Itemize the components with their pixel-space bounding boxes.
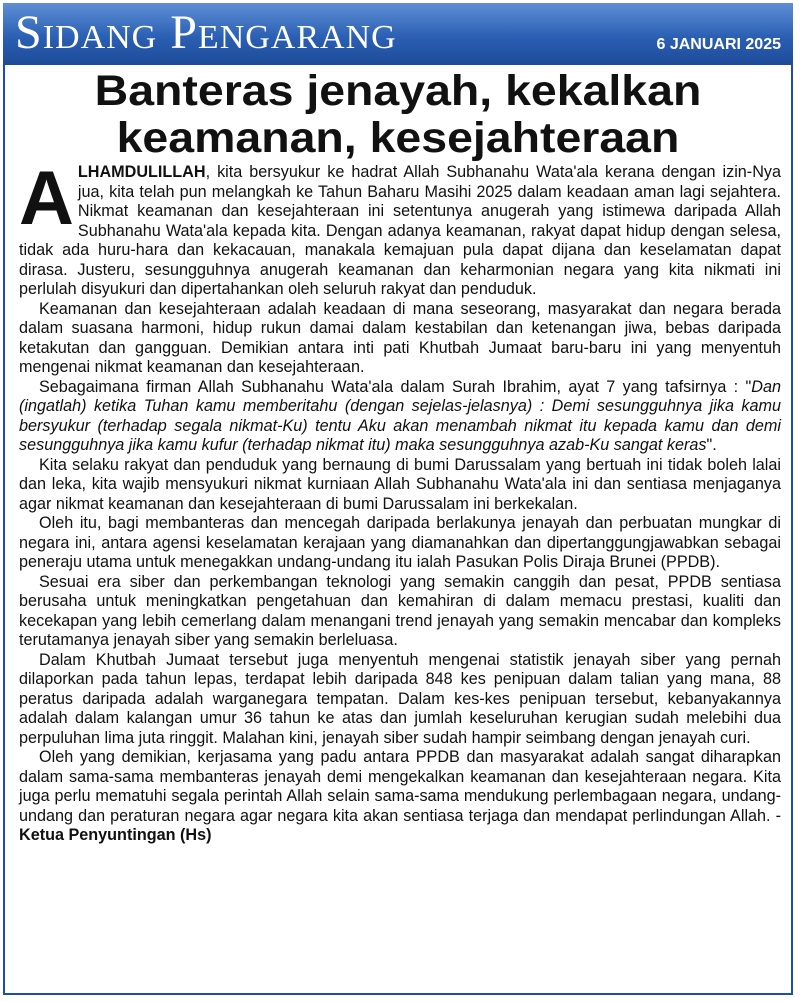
lead-word: LHAMDULILLAH bbox=[77, 163, 206, 181]
quran-quote: Dan (ingatlah) ketika Tuhan kamu memberitahu (dengan sejelas-jelasnya) : Demi sesungguhnya jika kamu bersyukur (terhadap segala nikmat-Ku) tentu Aku akan menambah nikmat itu kepada kamu dan demi sesungguhnya jika kamu kufur (terhadap nikmat itu) maka sesungguhnya azab-Ku sangat keras bbox=[19, 377, 781, 454]
paragraph-7: Dalam Khutbah Jumaat tersebut juga menyentuh mengenai statistik jenayah siber yang pernah dilaporkan pada tahun lepas, terdapat lebih daripada 848 kes penipuan dalam talian yang mana, 88 peratus daripada adalah warganegara tempatan. Dalam kes-kes penipuan tersebut, kebanyakannya adalah dalam kalangan umur 36 tahun ke atas dan jumlah keseluruhan kerugian sudah melebihi dua perpuluhan lima juta ringgit. Malahan kini, jenayah siber sudah hampir seimbang dengan jenayah curi. bbox=[19, 650, 781, 747]
paragraph-3-end: ". bbox=[706, 436, 717, 454]
paragraph-5: Oleh itu, bagi membanteras dan mencegah daripada berlakunya jenayah dan perbuatan mungkar di negara ini, antara agensi keselamatan kerajaan yang diamanahkan dan dipertanggungjawabkan sebagai peneraju utama untuk menegakkan undang-undang itu ialah Pasukan Polis Diraja Brunei (PPDB). bbox=[19, 514, 781, 571]
paragraph-1 bbox=[19, 156, 781, 300]
headline-line-2: keamanan, kesejahteraan bbox=[116, 114, 680, 162]
paragraph-3 bbox=[19, 378, 781, 456]
publication-date: 6 JANUARI 2025 bbox=[656, 36, 781, 53]
paragraph-3-intro: Sebagaimana firman Allah Subhanahu Wata'ala dalam Surah Ibrahim, ayat 7 yang tafsirnya : " bbox=[39, 377, 752, 396]
paragraph-4: Kita selaku rakyat dan penduduk yang bernaung di bumi Darussalam yang bertuah ini tidak boleh lalai dan leka, kita wajib mensyukuri nikmat kurniaan Allah Subhanahu Wata'ala ini dan sentiasa menjaganya agar nikmat keamanan dan kesejahteraan di bumi Darussalam ini berkekalan. bbox=[19, 455, 781, 513]
paragraph-8 bbox=[19, 748, 781, 846]
paragraph-6: Sesuai era siber dan perkembangan teknologi yang semakin canggih dan pesat, PPDB sentiasa berusaha untuk meningkatkan pengetahuan dan kemahiran di dalam memacu prestasi, kualiti dan kecekapan yang lebih cemerlang dalam menangani trend jenayah yang semakin mencabar dan kompleks terutamanya jenayah siber yang semakin berleluasa. bbox=[19, 572, 781, 649]
paragraph-2: Keamanan dan kesejahteraan adalah keadaan di mana seseorang, masyarakat dan negara berada dalam suasana harmoni, hidup rukun damai dalam kestabilan dan ketenangan jiwa, bebas daripada ketakutan dan gangguan. Demikian antara inti pati Khutbah Jumaat baru-baru ini yang menyentuh mengenai nikmat keamanan dan kesejahteraan. bbox=[19, 299, 781, 376]
drop-cap: A bbox=[19, 156, 74, 241]
section-title: Sidang Pengarang bbox=[15, 6, 397, 59]
paragraph-8-text: Oleh yang demikian, kerjasama yang padu antara PPDB dan masyarakat adalah sangat diharapkan dalam sama-sama membanteras jenayah demi mengekalkan keamanan dan kesejahteraan negara. Kita juga perlu mematuhi segala perintah Allah selain sama-sama mendukung perlembagaan negara, undang-undang dan peraturan negara agar negara kita akan sentiasa terjaga dan mendapat perlindungan Allah. - bbox=[19, 748, 781, 825]
section-banner bbox=[3, 3, 793, 65]
article-body bbox=[19, 156, 781, 991]
paragraph-1-text: , kita bersyukur ke hadrat Allah Subhanahu Wata'ala kerana dengan izin-Nya jua, kita telah pun melangkah ke Tahun Baharu Masihi 2025 dalam keadaan aman lagi sejahtera. Nikmat keamanan dan kesejahteraan ini setentunya anugerah yang istimewa daripada Allah Subhanahu Wata'ala kepada kita. Dengan adanya keamanan, rakyat dapat hidup dengan selesa, tidak ada huru-hara dan kekacauan, manakala kemajuan pula dapat dijana dan keselamatan dapat dirasa. Justeru, sesungguhnya anugerah keamanan dan keharmonian negara yang kita nikmati ini perlulah disyukuri dan dipertahankan oleh seluruh rakyat dan penduduk. bbox=[19, 163, 781, 298]
headline-line-1: Banteras jenayah, kekalkan bbox=[94, 67, 702, 115]
author-credit: Ketua Penyuntingan (Hs) bbox=[19, 826, 212, 844]
